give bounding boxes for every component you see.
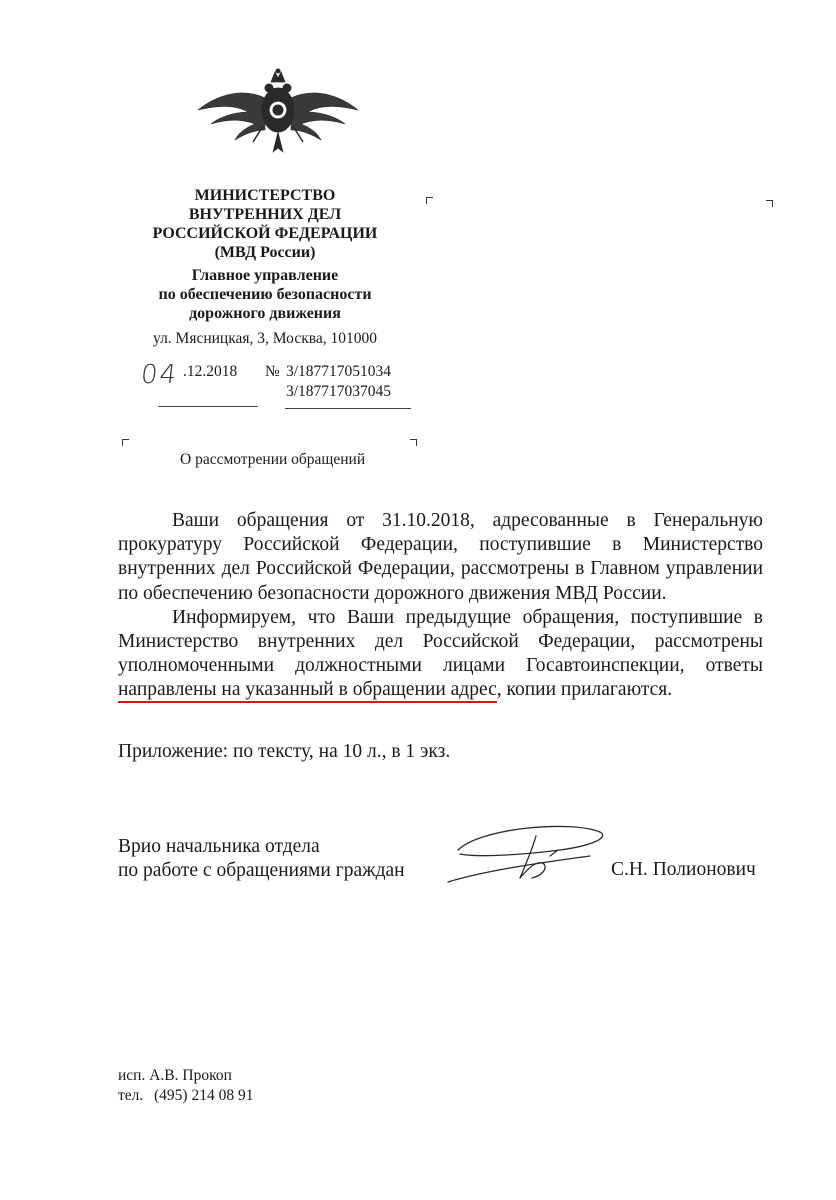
- executor-phone: (495) 214 08 91: [154, 1087, 254, 1104]
- position-line: по работе с обращениями граждан: [118, 860, 405, 881]
- subject-bracket-left: [122, 439, 129, 446]
- ministry-address: ул. Мясницкая, 3, Москва, 101000: [153, 330, 377, 347]
- subject-bracket-right: [410, 439, 417, 446]
- ministry-line: ВНУТРЕННИХ ДЕЛ: [188, 206, 342, 223]
- letter-subject: О рассмотрении обращений: [180, 451, 366, 468]
- number-underline: [285, 408, 411, 409]
- paragraph-2-start: Информируем, что Ваши предыдущие обращения, поступившие в Министерство внутренних дел Российской Федерации, рассмотрены уполномоченными должностными лицами Госавтоинспекции, ответы: [118, 606, 763, 677]
- department-line: дорожного движения: [189, 305, 341, 322]
- registration-number-1: 3/187717051034: [286, 363, 392, 380]
- signer-position: [118, 835, 405, 883]
- address-bracket-top-left: [426, 197, 433, 204]
- handwritten-signature-icon: [440, 820, 610, 890]
- highlighted-phrase: направлены на указанный в обращении адрес: [118, 679, 497, 703]
- mvd-emblem-icon: [193, 68, 363, 158]
- letter-body: [118, 509, 763, 703]
- ministry-line: РОССИЙСКОЙ ФЕДЕРАЦИИ: [152, 225, 378, 242]
- paragraph-2-end: , копии прилагаются.: [496, 679, 673, 701]
- registration-number-2: 3/187717037045: [286, 383, 392, 400]
- address-bracket-top-right: [766, 200, 773, 207]
- ministry-line: МИНИСТЕРСТВО: [194, 187, 336, 204]
- department-header: [130, 266, 400, 323]
- position-line: Врио начальника отдела: [118, 836, 320, 857]
- executor-name: исп. А.В. Прокоп: [118, 1067, 232, 1084]
- handwritten-day: 04: [139, 360, 180, 390]
- department-line: Главное управление: [191, 267, 339, 284]
- ministry-abbrev: (МВД России): [214, 244, 316, 261]
- date-underline: [158, 406, 258, 407]
- phone-label: тел.: [118, 1087, 144, 1104]
- executor-phone-row: [118, 1086, 253, 1106]
- attachment-note: Приложение: по тексту, на 10 л., в 1 экз.: [118, 741, 451, 762]
- date-typed: .12.2018: [183, 363, 238, 380]
- ministry-header: [130, 186, 400, 262]
- body-paragraph-2: [118, 606, 763, 703]
- number-label: №: [265, 363, 280, 380]
- body-paragraph-1: Ваши обращения от 31.10.2018, адресованные в Генеральную прокуратуру Российской Федерации, поступившие в Министерство внутренних дел Российской Федерации, рассмотрены в Главном управлении по обеспечению безопасности дорожного движения МВД России.: [118, 510, 763, 604]
- department-line: по обеспечению безопасности: [158, 286, 372, 303]
- executor-info: [118, 1066, 253, 1106]
- signer-name: С.Н. Полионович: [611, 859, 756, 880]
